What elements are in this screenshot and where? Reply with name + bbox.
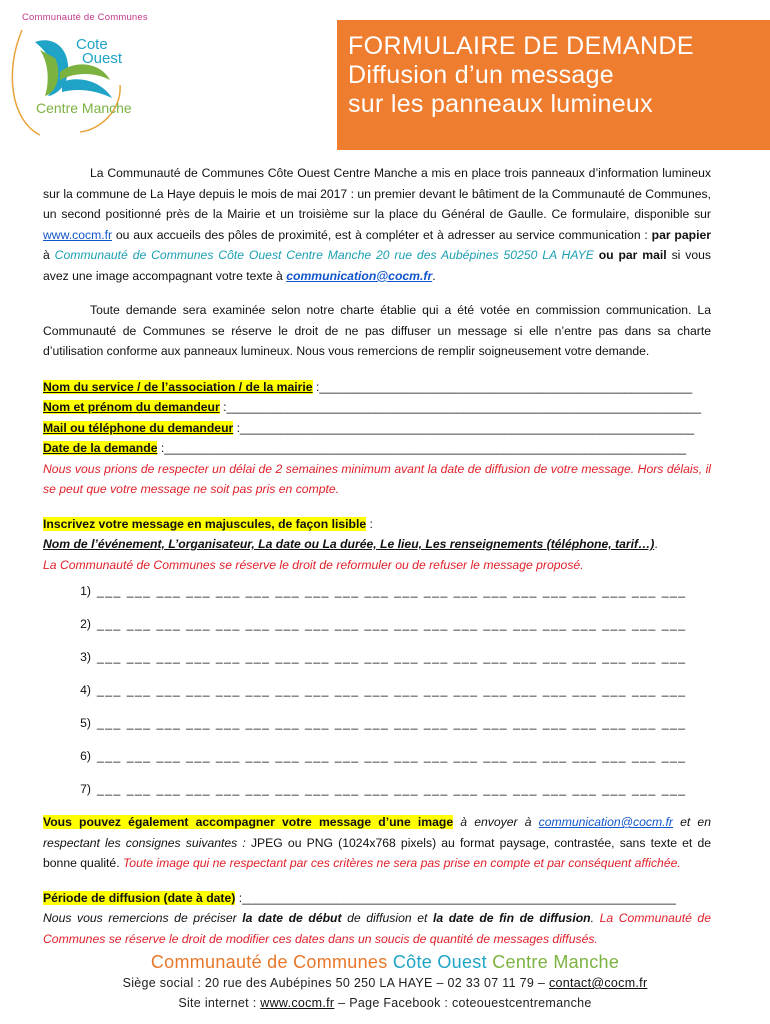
footer-address — [0, 973, 770, 993]
requester-name-blank: :______________________________________________________________________ — [219, 400, 701, 414]
message-line-6[interactable] — [68, 740, 711, 773]
footer-org-part-1: Communauté de Communes — [150, 952, 393, 972]
intro-address: Communauté de Communes Côte Ouest Centre Manche 20 rue des Aubépines 50250 LA HAYE — [54, 248, 594, 262]
intro-paragraph — [43, 163, 711, 286]
charter-paragraph: Toute demande sera examinée selon notre charte établie qui a été votée en commission communication. La Communauté de Communes se réserve le droit de ne pas diffuser un message si elle n’entre pas dans sa charte d’utilisation conforme aux panneaux lumineux. Nous vous remercions de remplir soigneusement votre demande. — [43, 303, 711, 358]
message-section — [43, 514, 711, 807]
image-paragraph — [43, 812, 711, 874]
footer-facebook-label: – Page Facebook : — [334, 996, 452, 1010]
line-blank: ___ ___ ___ ___ ___ ___ ___ ___ ___ ___ ___ ___ ___ ___ ___ ___ ___ ___ ___ ___ — [97, 683, 687, 697]
banner-line-2: Diffusion d’un message — [348, 61, 615, 89]
line-number: 5) — [80, 716, 91, 730]
message-notice: La Communauté de Communes se réserve le droit de reformuler ou de refuser le message proposé. — [43, 557, 584, 572]
requester-fields — [43, 377, 711, 500]
line-number: 2) — [80, 617, 91, 631]
intro-bold-mail: ou par mail — [593, 248, 667, 262]
logo-line-ouest: Ouest — [82, 50, 123, 67]
requester-contact-field[interactable] — [43, 418, 711, 439]
period-label: Période de diffusion (date à date) — [43, 890, 236, 905]
banner-line-1: FORMULAIRE DE DEMANDE — [348, 32, 694, 60]
message-hint-suffix: . — [654, 537, 658, 551]
intro-text-4: si vous avez une image accompagnant votre texte à — [43, 248, 711, 283]
image-notice: Toute image qui ne respectant par ces critères ne sera pas prise en compte et par conséquent affichée. — [119, 856, 681, 870]
line-blank: ___ ___ ___ ___ ___ ___ ___ ___ ___ ___ ___ ___ ___ ___ ___ ___ ___ ___ ___ ___ — [97, 716, 687, 730]
period-end-bold: la date de fin de diffusion — [432, 911, 591, 925]
logo-top-text: Communauté de Communes — [22, 12, 148, 23]
footer-address-text: Siège social : 20 rue des Aubépines 50 250 LA HAYE – 02 33 07 11 79 – — [122, 976, 549, 990]
website-link[interactable]: www.cocm.fr — [43, 227, 113, 242]
banner-line-3: sur les panneaux lumineux — [348, 90, 653, 118]
footer-web — [0, 993, 770, 1013]
period-blank: :________________________________________________________________ — [235, 890, 676, 905]
line-blank: ___ ___ ___ ___ ___ ___ ___ ___ ___ ___ ___ ___ ___ ___ ___ ___ ___ ___ ___ ___ — [97, 617, 687, 631]
title-banner — [337, 20, 770, 150]
footer-contact-email-link[interactable]: contact@cocm.fr — [548, 976, 648, 990]
line-number: 3) — [80, 650, 91, 664]
line-number: 1) — [80, 584, 91, 598]
footer-org-part-2: Côte Ouest — [392, 952, 493, 972]
line-blank: ___ ___ ___ ___ ___ ___ ___ ___ ___ ___ ___ ___ ___ ___ ___ ___ ___ ___ ___ ___ — [97, 584, 687, 598]
footer-organization — [0, 952, 770, 973]
service-field-blank: :_______________________________________________________ — [312, 379, 693, 394]
period-field[interactable] — [43, 888, 711, 909]
delay-notice: Nous vous prions de respecter un délai de 2 semaines minimum avant la date de diffusion de votre message. Hors délais, il se peut que votre message ne soit pas pris en compte. — [43, 461, 711, 496]
footer-org-part-3: Centre Manche — [492, 952, 620, 972]
period-notice: La Communauté de Communes se réserve le droit de modifier ces dates dans un soucis de quantité de messages diffusés. — [43, 911, 711, 946]
requester-contact-label: Mail ou téléphone du demandeur — [43, 420, 234, 435]
organization-logo — [0, 0, 150, 150]
line-number: 7) — [80, 782, 91, 796]
form-content — [43, 163, 711, 949]
period-section — [43, 888, 711, 950]
intro-text-3: à — [43, 248, 55, 262]
line-number: 4) — [80, 683, 91, 697]
requester-name-label: Nom et prénom du demandeur — [43, 400, 220, 414]
requester-contact-blank: :___________________________________________________________________ — [233, 420, 695, 435]
message-lines — [68, 575, 711, 806]
message-line-3[interactable] — [68, 641, 711, 674]
image-email-link[interactable]: communication@cocm.fr — [538, 815, 673, 829]
image-requirements: JPEG ou PNG (1024x768 pixels) au format paysage, contrastée, sans texte et de bonne qualité. — [43, 835, 711, 870]
message-label: Inscrivez votre message en majuscules, de façon lisible — [43, 516, 367, 531]
message-line-5[interactable] — [68, 707, 711, 740]
request-date-blank: :_____________________________________________________________________________ — [157, 441, 687, 455]
intro-text-5: . — [432, 268, 436, 283]
requester-name-field[interactable] — [43, 397, 711, 418]
service-field[interactable] — [43, 377, 711, 398]
period-instructions — [43, 908, 711, 949]
line-blank: ___ ___ ___ ___ ___ ___ ___ ___ ___ ___ ___ ___ ___ ___ ___ ___ ___ ___ ___ ___ — [97, 650, 687, 664]
service-field-label: Nom du service / de l’association / de la mairie — [43, 379, 313, 394]
message-hint: Nom de l’événement, L’organisateur, La date ou La durée, Le lieu, Les renseignements (téléphone, tarif…) — [43, 537, 655, 551]
period-text-3: . — [590, 911, 594, 925]
line-blank: ___ ___ ___ ___ ___ ___ ___ ___ ___ ___ ___ ___ ___ ___ ___ ___ ___ ___ ___ ___ — [97, 782, 687, 796]
message-line-4[interactable] — [68, 674, 711, 707]
intro-text-1: La Communauté de Communes Côte Ouest Centre Manche a mis en place trois panneaux d’information lumineux sur la commune de La Haye depuis le mois de mai 2017 : un premier devant le bâtiment de la Communauté de Communes, un second positionné près de la Mairie et un troisième sur la place du Général de Gaulle. Ce formulaire, disponible sur — [43, 166, 711, 221]
footer-facebook-name: coteouestcentremanche — [451, 996, 592, 1010]
message-line-2[interactable] — [68, 608, 711, 641]
intro-text-2: ou aux accueils des pôles de proximité, est à compléter et à adresser au service communication : — [112, 227, 652, 242]
period-text-1: Nous vous remercions de préciser — [43, 911, 243, 925]
line-blank: ___ ___ ___ ___ ___ ___ ___ ___ ___ ___ ___ ___ ___ ___ ___ ___ ___ ___ ___ ___ — [97, 749, 687, 763]
logo-line-cote: Cote — [76, 36, 108, 53]
line-number: 6) — [80, 749, 91, 763]
logo-line-centre-manche: Centre Manche — [36, 100, 132, 116]
image-text-1: à envoyer à — [453, 815, 539, 829]
message-line-1[interactable] — [68, 575, 711, 608]
message-label-suffix: : — [366, 516, 373, 531]
footer-site-label: Site internet : — [178, 996, 261, 1010]
request-date-field[interactable] — [43, 438, 711, 459]
message-line-7[interactable] — [68, 773, 711, 806]
period-start-bold: la date de début — [242, 911, 342, 925]
communication-email-link[interactable]: communication@cocm.fr — [286, 268, 433, 283]
page-footer — [0, 952, 770, 1013]
image-text-2: et en respectant les consignes suivantes : — [43, 815, 711, 850]
period-text-2: de diffusion et — [341, 911, 433, 925]
request-date-label: Date de la demande — [43, 441, 158, 455]
image-label: Vous pouvez également accompagner votre message d’une image — [43, 815, 454, 829]
intro-bold-paper: par papier — [651, 227, 711, 242]
footer-website-link[interactable]: www.cocm.fr — [260, 996, 335, 1010]
